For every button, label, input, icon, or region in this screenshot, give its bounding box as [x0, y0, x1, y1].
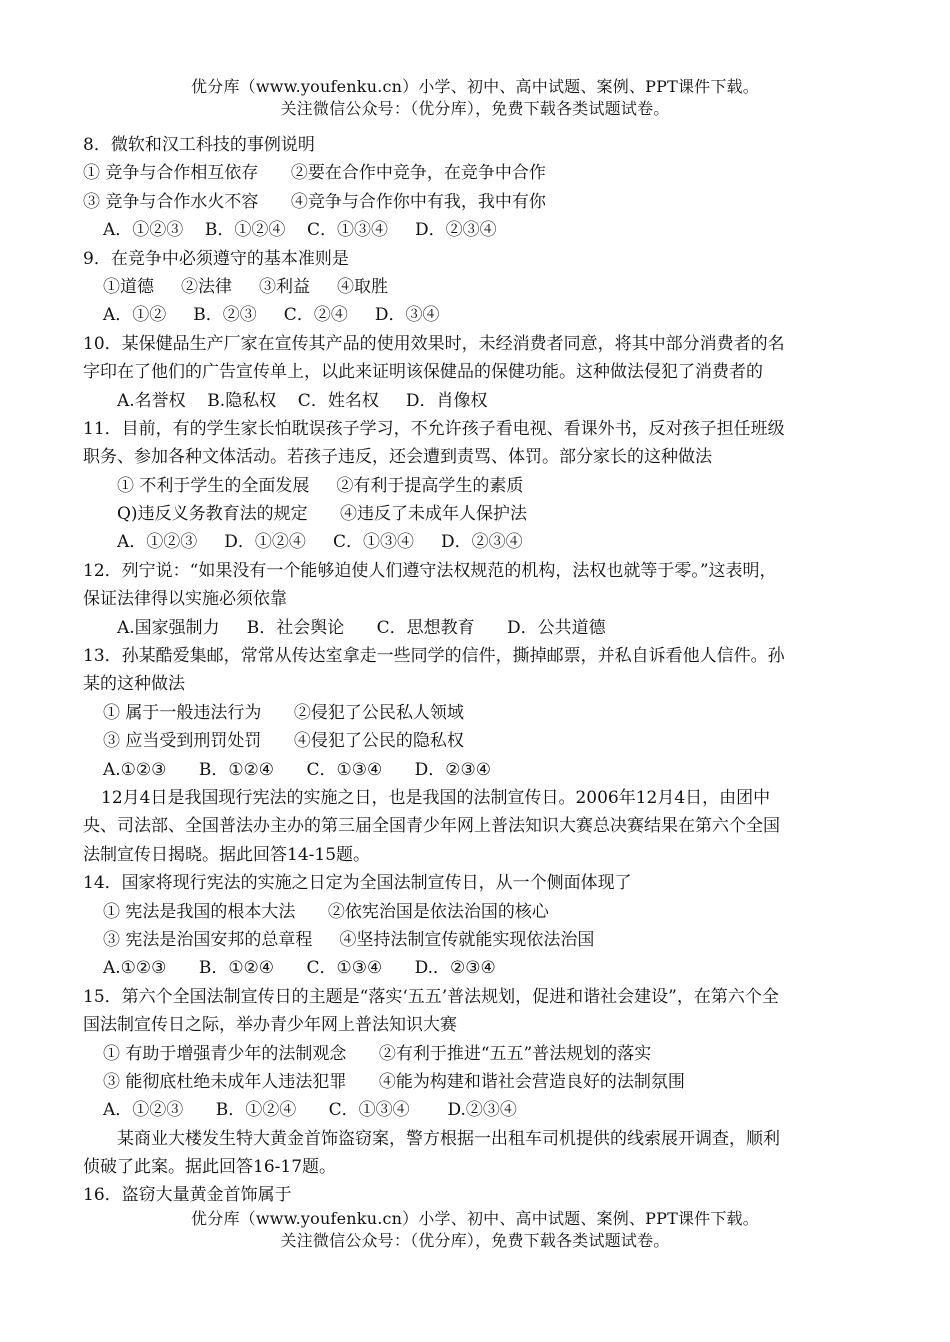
- text-line: 11．目前，有的学生家长怕耽误孩子学习，不允许孩子看电视、看课外书，反对孩子担任班级: [83, 418, 785, 439]
- text-line: A．①② B．②③ C．②④ D．③④: [103, 305, 440, 326]
- page-header: [0, 76, 950, 120]
- text-line: Q)违反义务教育法的规定 ④违反了未成年人保护法: [117, 504, 527, 525]
- text-line: 侦破了此案。据此回答16-17题。: [83, 1157, 337, 1178]
- footer-line-1: 优分库（www.youfenku.cn）小学、初中、高中试题、案例、PPT课件下载。: [191, 1209, 759, 1228]
- text-line: 法制宣传日揭晓。据此回答14-15题。: [83, 844, 371, 865]
- text-line: A.①②③ B．①②④ C．①③④ D．②③④: [103, 759, 491, 780]
- text-line: A．①②③ B．①②④ C．①③④ D.②③④: [103, 1100, 517, 1121]
- text-line: ① 宪法是我国的根本大法 ②依宪治国是依法治国的核心: [103, 901, 549, 922]
- question-content: [83, 131, 883, 1210]
- text-line: 16．盗窃大量黄金首饰属于: [83, 1185, 292, 1206]
- text-line: 某的这种做法: [83, 674, 185, 695]
- text-line: ① 属于一般违法行为 ②侵犯了公民私人领域: [103, 702, 464, 723]
- text-line: A.国家强制力 B．社会舆论 C．思想教育 D．公共道德: [117, 617, 606, 638]
- text-line: 某商业大楼发生特大黄金首饰盗窃案，警方根据一出租车司机提供的线索展开调查，顺利: [117, 1128, 780, 1149]
- text-line: 8．微软和汉工科技的事例说明: [83, 135, 315, 155]
- text-line: ③ 竞争与合作水火不容 ④竞争与合作你中有我，我中有你: [83, 191, 546, 212]
- header-line-2: 关注微信公众号：（优分库），免费下载各类试题试卷。: [280, 99, 670, 118]
- text-line: 13．孙某酷爱集邮，常常从传达室拿走一些同学的信件，撕掉邮票，并私自诉看他人信件。孙: [83, 646, 785, 667]
- text-line: 国法制宣传日之际，举办青少年网上普法知识大赛: [83, 1015, 457, 1036]
- text-line: A.名誉权 B.隐私权 C．姓名权 D．肖像权: [117, 390, 488, 411]
- text-line: 职务、参加各种文体活动。若孩子违反，还会遭到责骂、体罚。部分家长的这种做法: [83, 447, 712, 468]
- text-line: 央、司法部、全国普法办主办的第三届全国青少年网上普法知识大赛总决赛结果在第六个全国: [83, 816, 780, 837]
- text-line: A.①②③ B．①②④ C．①③④ D.．②③④: [103, 958, 496, 979]
- text-line: A．①②③ D．①②④ C．①③④ D．②③④: [117, 532, 523, 553]
- text-line: ①道德 ②法律 ③利益 ④取胜: [103, 276, 389, 297]
- text-line: ① 有助于增强青少年的法制观念 ②有利于推进“五五”普法规划的落实: [103, 1043, 652, 1064]
- text-line: ① 不利于学生的全面发展 ②有利于提高学生的素质: [117, 475, 524, 496]
- page-footer: [0, 1208, 950, 1252]
- text-line: ③ 应当受到刑罚处罚 ④侵犯了公民的隐私权: [103, 731, 464, 752]
- text-line: 12月4日是我国现行宪法的实施之日，也是我国的法制宣传日。2006年12月4日，由团中: [101, 787, 771, 808]
- text-line: ① 竞争与合作相互依存 ②要在合作中竞争，在竞争中合作: [83, 163, 546, 184]
- footer-line-2: 关注微信公众号：（优分库），免费下载各类试题试卷。: [280, 1231, 670, 1250]
- text-line: 15．第六个全国法制宣传日的主题是“落实‘五五’普法规划，促进和谐社会建设”，在第六个全: [83, 986, 779, 1007]
- text-line: 保证法律得以实施必须依靠: [83, 589, 287, 610]
- text-line: 12．列宁说：“如果没有一个能够迫使人们遵守法权规范的机构，法权也就等于零。”这表明，: [83, 560, 777, 581]
- text-line: 字印在了他们的广告宣传单上，以此来证明该保健品的保健功能。这种做法侵犯了消费者的: [83, 362, 763, 383]
- text-line: ③ 能彻底杜绝未成年人违法犯罪 ④能为构建和谐社会营造良好的法制氛围: [103, 1071, 685, 1092]
- text-line: A．①②③ B．①②④ C．①③④ D．②③④: [103, 220, 497, 241]
- text-line: ③ 宪法是治国安邦的总章程 ④坚持法制宣传就能实现依法治国: [103, 929, 595, 950]
- text-line: 14．国家将现行宪法的实施之日定为全国法制宣传日，从一个侧面体现了: [83, 873, 632, 894]
- header-line-1: 优分库（www.youfenku.cn）小学、初中、高中试题、案例、PPT课件下载。: [191, 77, 759, 96]
- text-line: 9．在竞争中必须遵守的基本准则是: [83, 248, 349, 269]
- text-line: 10．某保健品生产厂家在宣传其产品的使用效果时，未经消费者同意，将其中部分消费者的名: [83, 333, 785, 354]
